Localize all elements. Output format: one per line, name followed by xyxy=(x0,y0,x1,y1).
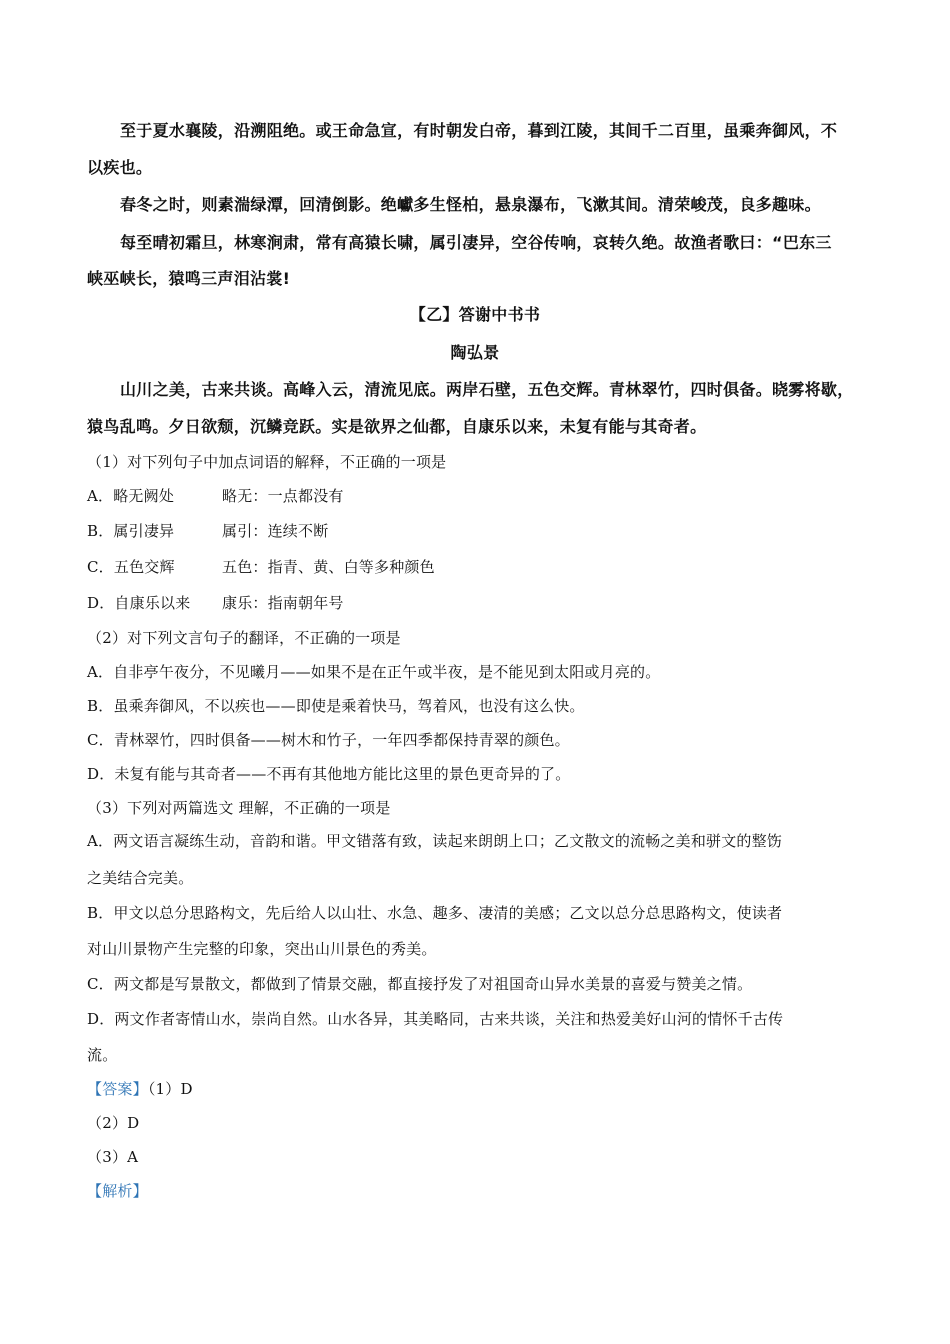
q1-option-b-word: B．属引凄异 xyxy=(87,522,175,540)
q2-option-c: C．青林翠竹，四时俱备——树木和竹子，一年四季都保持青翠的颜色。 xyxy=(87,731,570,749)
q3-option-a-line2: 之美结合完美。 xyxy=(87,869,194,887)
q3-option-d-line2: 流。 xyxy=(87,1046,118,1064)
q1-option-a xyxy=(87,485,872,506)
q1-option-c-word: C．五色交辉 xyxy=(87,558,175,576)
q1-option-c xyxy=(87,556,872,577)
q3-option-d-line1: D．两文作者寄情山水，崇尚自然。山水各异，其美略同，古来共谈，关注和热爱美好山河的情怀千古传 xyxy=(87,1010,784,1028)
jia-para3-line1: 每至晴初霜旦，林寒涧肃，常有高猿长啸，属引凄异，空谷传响，哀转久绝。故渔者歌曰：“巴东三 xyxy=(120,233,832,252)
q1-option-a-meaning: 略无：一点都没有 xyxy=(222,487,344,505)
q1-option-b xyxy=(87,520,872,541)
yi-author: 陶弘景 xyxy=(450,343,500,362)
q2-option-a: A．自非亭午夜分，不见曦月——如果不是在正午或半夜，是不能见到太阳或月亮的。 xyxy=(87,663,661,681)
q1-option-d-word: D．自康乐以来 xyxy=(87,594,191,612)
jia-para1-line2: 以疾也。 xyxy=(87,158,153,177)
q1-stem: （1）对下列句子中加点词语的解释，不正确的一项是 xyxy=(87,453,447,471)
q3-option-b-line2: 对山川景物产生完整的印象，突出山川景色的秀美。 xyxy=(87,940,437,958)
q3-option-b-line1: B．甲文以总分思路构文，先后给人以山壮、水急、趣多、凄清的美感；乙文以总分总思路构文，使读者 xyxy=(87,904,783,922)
q2-option-d: D．未复有能与其奇者——不再有其他地方能比这里的景色更奇异的了。 xyxy=(87,765,571,783)
jia-para3-line2: 峡巫峡长，猿鸣三声泪沾裳! xyxy=(87,269,291,288)
q2-option-b: B．虽乘奔御风，不以疾也——即使是乘着快马，驾着风，也没有这么快。 xyxy=(87,697,585,715)
answer-3: （3）A xyxy=(87,1148,139,1166)
q1-option-b-meaning: 属引：连续不断 xyxy=(222,522,329,540)
yi-line2: 猿鸟乱鸣。夕日欲颓，沉鳞竞跃。实是欲界之仙都，自康乐以来，未复有能与其奇者。 xyxy=(87,417,707,436)
answer-1: （1）D xyxy=(147,1080,193,1098)
yi-title: 【乙】答谢中书书 xyxy=(409,305,541,324)
q1-option-c-meaning: 五色：指青、黄、白等多种颜色 xyxy=(222,558,435,576)
yi-line1: 山川之美，古来共谈。高峰入云，清流见底。两岸石壁，五色交辉。青林翠竹，四时俱备。晓雾将歇， xyxy=(120,380,854,399)
q1-option-a-word: A．略无阙处 xyxy=(87,487,175,505)
q3-option-c-line1: C．两文都是写景散文，都做到了情景交融，都直接抒发了对祖国奇山异水美景的喜爱与赞美之情。 xyxy=(87,975,753,993)
answer-2: （2）D xyxy=(87,1114,140,1132)
analysis-label: 【解析】 xyxy=(87,1182,148,1200)
q1-option-d xyxy=(87,592,872,613)
q2-stem: （2）对下列文言句子的翻译，不正确的一项是 xyxy=(87,629,401,647)
q3-option-a-line1: A．两文语言凝练生动，音韵和谐。甲文错落有致，读起来朗朗上口；乙文散文的流畅之美和骈文的整饬 xyxy=(87,832,783,850)
answer-line xyxy=(87,1078,872,1099)
q3-stem: （3）下列对两篇选文 理解，不正确的一项是 xyxy=(87,799,391,817)
jia-para1-line1: 至于夏水襄陵，沿溯阻绝。或王命急宣，有时朝发白帝，暮到江陵，其间千二百里，虽乘奔御风，不 xyxy=(120,121,838,140)
jia-para2: 春冬之时，则素湍绿潭，回清倒影。绝巘多生怪柏，悬泉瀑布，飞漱其间。清荣峻茂，良多趣味。 xyxy=(120,195,821,214)
q1-option-d-meaning: 康乐：指南朝年号 xyxy=(222,594,344,612)
answer-label: 【答案】 xyxy=(87,1080,148,1098)
